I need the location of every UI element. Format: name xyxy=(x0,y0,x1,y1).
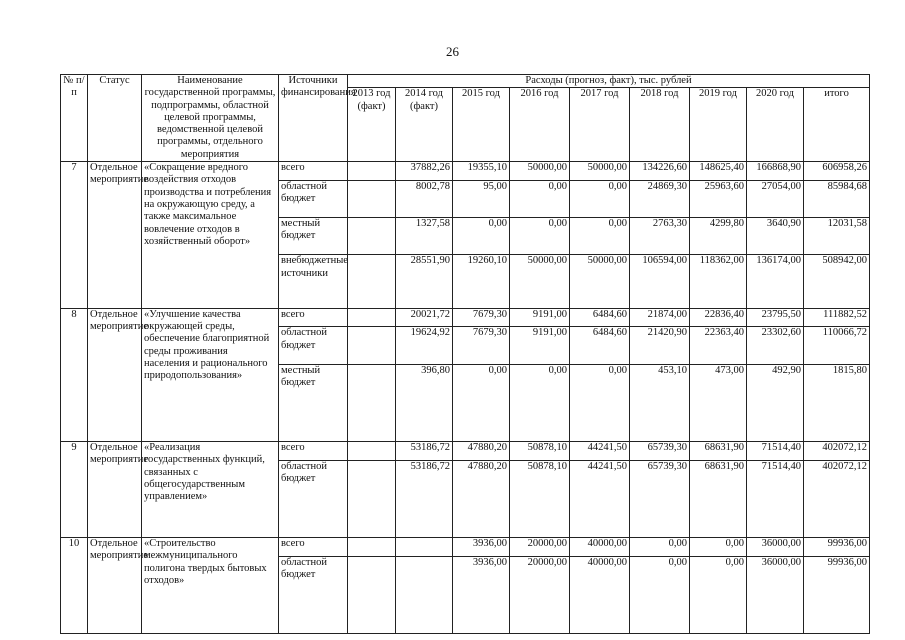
row-number: 9 xyxy=(61,442,88,538)
value-cell xyxy=(348,538,396,557)
value-cell: 19355,10 xyxy=(453,162,510,181)
value-cell: 0,00 xyxy=(453,364,510,441)
value-cell: 44241,50 xyxy=(570,460,630,537)
value-cell: 492,90 xyxy=(747,364,804,441)
value-cell: 0,00 xyxy=(630,538,690,557)
value-cell: 71514,40 xyxy=(747,442,804,461)
value-cell: 7679,30 xyxy=(453,327,510,364)
value-cell: 3936,00 xyxy=(453,538,510,557)
header-year: 2018 год xyxy=(630,88,690,162)
header-source: Источники финансирования xyxy=(279,75,348,162)
value-cell: 68631,90 xyxy=(690,442,747,461)
total-cell: 111882,52 xyxy=(804,308,870,327)
total-cell: 12031,58 xyxy=(804,218,870,255)
header-year: 2019 год xyxy=(690,88,747,162)
value-cell: 453,10 xyxy=(630,364,690,441)
value-cell: 9191,00 xyxy=(510,327,570,364)
source-label: всего xyxy=(279,442,348,461)
value-cell: 19624,92 xyxy=(396,327,453,364)
value-cell: 21420,90 xyxy=(630,327,690,364)
value-cell xyxy=(348,218,396,255)
row-status: Отдельное мероприятие xyxy=(88,308,142,441)
value-cell: 0,00 xyxy=(690,538,747,557)
value-cell: 95,00 xyxy=(453,180,510,217)
value-cell: 40000,00 xyxy=(570,556,630,633)
header-total: итого xyxy=(804,88,870,162)
value-cell: 27054,00 xyxy=(747,180,804,217)
value-cell: 50878,10 xyxy=(510,460,570,537)
header-expenses: Расходы (прогноз, факт), тыс. рублей xyxy=(348,75,870,88)
value-cell: 40000,00 xyxy=(570,538,630,557)
value-cell: 68631,90 xyxy=(690,460,747,537)
value-cell: 47880,20 xyxy=(453,442,510,461)
value-cell: 0,00 xyxy=(510,218,570,255)
value-cell: 36000,00 xyxy=(747,556,804,633)
value-cell: 36000,00 xyxy=(747,538,804,557)
table-row xyxy=(61,538,870,557)
value-cell: 50000,00 xyxy=(510,255,570,308)
total-cell: 402072,12 xyxy=(804,460,870,537)
value-cell: 20021,72 xyxy=(396,308,453,327)
header-year: 2013 год (факт) xyxy=(348,88,396,162)
header-year: 2014 год (факт) xyxy=(396,88,453,162)
source-label: областной бюджет xyxy=(279,460,348,537)
header-name: Наименование государственной программы, подпрограммы, областной целевой программы, ведомственной целевой программы, отдельного мероприятия xyxy=(142,75,279,162)
value-cell: 106594,00 xyxy=(630,255,690,308)
total-cell: 110066,72 xyxy=(804,327,870,364)
value-cell: 24869,30 xyxy=(630,180,690,217)
value-cell: 166868,90 xyxy=(747,162,804,181)
header-year: 2016 год xyxy=(510,88,570,162)
value-cell: 7679,30 xyxy=(453,308,510,327)
value-cell xyxy=(348,180,396,217)
header-year: 2020 год xyxy=(747,88,804,162)
source-label: местный бюджет xyxy=(279,218,348,255)
value-cell: 0,00 xyxy=(510,180,570,217)
row-name: «Сокращение вредного воздействия отходов производства и потребления на окружающую среду, а также максимальное вовлечение отходов в хозяйственный оборот» xyxy=(142,162,279,309)
table-row xyxy=(61,162,870,181)
source-label: всего xyxy=(279,308,348,327)
row-name: «Реализация государственных функций, связанных с общегосударственным управлением» xyxy=(142,442,279,538)
value-cell xyxy=(348,162,396,181)
value-cell: 148625,40 xyxy=(690,162,747,181)
source-label: областной бюджет xyxy=(279,556,348,633)
total-cell: 508942,00 xyxy=(804,255,870,308)
value-cell: 50000,00 xyxy=(570,162,630,181)
value-cell: 28551,90 xyxy=(396,255,453,308)
value-cell xyxy=(396,556,453,633)
value-cell: 23302,60 xyxy=(747,327,804,364)
row-number: 8 xyxy=(61,308,88,441)
value-cell: 3936,00 xyxy=(453,556,510,633)
value-cell: 19260,10 xyxy=(453,255,510,308)
value-cell: 0,00 xyxy=(690,556,747,633)
value-cell xyxy=(348,364,396,441)
source-label: внебюджетные источники xyxy=(279,255,348,308)
row-status: Отдельное мероприятие xyxy=(88,538,142,634)
table-header xyxy=(61,75,870,162)
value-cell: 0,00 xyxy=(453,218,510,255)
row-status: Отдельное мероприятие xyxy=(88,162,142,309)
value-cell xyxy=(348,556,396,633)
value-cell: 50878,10 xyxy=(510,442,570,461)
value-cell: 0,00 xyxy=(570,180,630,217)
value-cell: 473,00 xyxy=(690,364,747,441)
value-cell xyxy=(348,327,396,364)
value-cell: 2763,30 xyxy=(630,218,690,255)
table-body xyxy=(61,162,870,634)
source-label: всего xyxy=(279,162,348,181)
value-cell: 44241,50 xyxy=(570,442,630,461)
row-status: Отдельное мероприятие xyxy=(88,442,142,538)
value-cell: 21874,00 xyxy=(630,308,690,327)
value-cell: 0,00 xyxy=(570,364,630,441)
total-cell: 1815,80 xyxy=(804,364,870,441)
value-cell: 396,80 xyxy=(396,364,453,441)
source-label: областной бюджет xyxy=(279,180,348,217)
value-cell: 23795,50 xyxy=(747,308,804,327)
value-cell: 47880,20 xyxy=(453,460,510,537)
source-label: местный бюджет xyxy=(279,364,348,441)
value-cell: 118362,00 xyxy=(690,255,747,308)
value-cell: 22836,40 xyxy=(690,308,747,327)
total-cell: 99936,00 xyxy=(804,538,870,557)
value-cell: 53186,72 xyxy=(396,442,453,461)
value-cell xyxy=(348,308,396,327)
value-cell: 53186,72 xyxy=(396,460,453,537)
value-cell: 6484,60 xyxy=(570,327,630,364)
value-cell: 8002,78 xyxy=(396,180,453,217)
value-cell: 71514,40 xyxy=(747,460,804,537)
value-cell xyxy=(348,460,396,537)
value-cell: 0,00 xyxy=(630,556,690,633)
value-cell: 136174,00 xyxy=(747,255,804,308)
value-cell: 20000,00 xyxy=(510,538,570,557)
row-name: «Улучшение качества окружающей среды, обеспечение благоприятной среды проживания населения и рационального природопользования» xyxy=(142,308,279,441)
row-name: «Строительство межмуниципального полигона твердых бытовых отходов» xyxy=(142,538,279,634)
value-cell: 0,00 xyxy=(510,364,570,441)
budget-table xyxy=(60,74,870,634)
value-cell: 50000,00 xyxy=(510,162,570,181)
header-year: 2017 год xyxy=(570,88,630,162)
value-cell: 37882,26 xyxy=(396,162,453,181)
header-num: № п/п xyxy=(61,75,88,162)
row-number: 10 xyxy=(61,538,88,634)
value-cell: 134226,60 xyxy=(630,162,690,181)
value-cell xyxy=(348,442,396,461)
header-status: Статус xyxy=(88,75,142,162)
value-cell xyxy=(396,538,453,557)
header-year: 2015 год xyxy=(453,88,510,162)
value-cell: 65739,30 xyxy=(630,442,690,461)
total-cell: 85984,68 xyxy=(804,180,870,217)
page-number: 26 xyxy=(446,44,459,59)
source-label: областной бюджет xyxy=(279,327,348,364)
value-cell xyxy=(348,255,396,308)
value-cell: 4299,80 xyxy=(690,218,747,255)
value-cell: 9191,00 xyxy=(510,308,570,327)
value-cell: 25963,60 xyxy=(690,180,747,217)
value-cell: 22363,40 xyxy=(690,327,747,364)
value-cell: 1327,58 xyxy=(396,218,453,255)
table-row xyxy=(61,442,870,461)
value-cell: 20000,00 xyxy=(510,556,570,633)
value-cell: 3640,90 xyxy=(747,218,804,255)
value-cell: 6484,60 xyxy=(570,308,630,327)
value-cell: 65739,30 xyxy=(630,460,690,537)
total-cell: 402072,12 xyxy=(804,442,870,461)
source-label: всего xyxy=(279,538,348,557)
total-cell: 99936,00 xyxy=(804,556,870,633)
table-row xyxy=(61,308,870,327)
value-cell: 0,00 xyxy=(570,218,630,255)
value-cell: 50000,00 xyxy=(570,255,630,308)
row-number: 7 xyxy=(61,162,88,309)
total-cell: 606958,26 xyxy=(804,162,870,181)
